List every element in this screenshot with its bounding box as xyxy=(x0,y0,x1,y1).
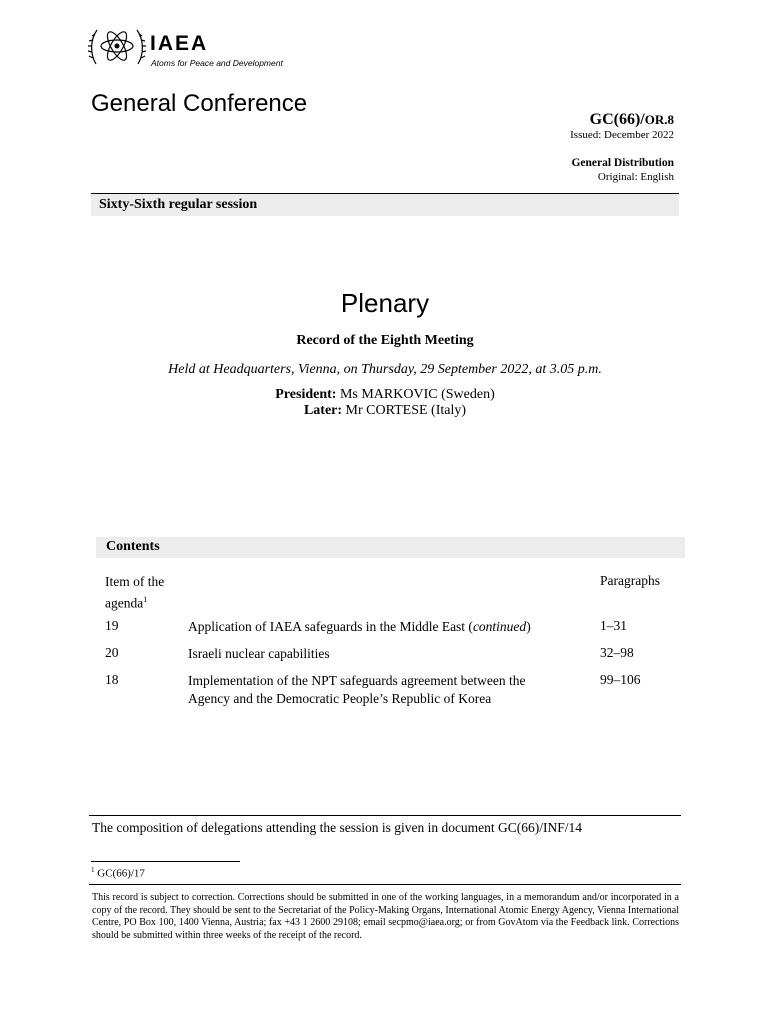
correction-notice: This record is subject to correction. Corrections should be submitted in one of the working languages, in a memorandum and/or incorporated in a copy of the record. They should be sent to the Secretariat of the Policy-Making Organs, International Atomic Energy Agency, Vienna International Centre, PO Box 100, 1400 Vienna, Austria; fax +43 1 2600 29108; email secpmo@iaea.org; or from GovAtom via the Feedback link. Corrections should be submitted within three weeks of the receipt of the record. xyxy=(92,892,679,941)
column-header-paragraphs: Paragraphs xyxy=(600,573,660,588)
agenda-item-title-text: Application of IAEA safeguards in the Middle East ( xyxy=(188,619,473,634)
un-wreath-atom-icon xyxy=(88,24,146,70)
column-header-item xyxy=(105,573,164,613)
agenda-item-number: 18 xyxy=(105,672,119,687)
contents-bar xyxy=(96,537,685,558)
delegations-note: The composition of delegations attending the session is given in document GC(66)/INF/14 xyxy=(92,820,583,835)
divider xyxy=(89,884,681,885)
agenda-item-title-italic: continued xyxy=(472,619,527,634)
contents-heading: Contents xyxy=(106,539,160,554)
distribution: General Distribution xyxy=(571,157,674,169)
agenda-item-title xyxy=(188,618,568,636)
issued-date: Issued: December 2022 xyxy=(570,129,674,141)
document-symbol-suffix: OR.8 xyxy=(644,112,674,127)
agenda-item-number: 20 xyxy=(105,645,119,660)
later-name: Mr CORTESE (Italy) xyxy=(345,403,467,418)
agenda-item-number: 19 xyxy=(105,618,119,633)
document-symbol-main: GC(66)/ xyxy=(589,111,645,128)
footnote-divider xyxy=(91,861,240,862)
meeting-held-line: Held at Headquarters, Vienna, on Thursday, 29 September 2022, at 3.05 p.m. xyxy=(168,362,602,377)
agenda-item-title-end: ) xyxy=(526,619,531,634)
president-label: President: xyxy=(275,387,337,402)
footnote-text: GC(66)/17 xyxy=(97,867,145,880)
footnote-mark: 1 xyxy=(143,595,148,604)
later-label: Later: xyxy=(303,403,343,418)
record-title: Record of the Eighth Meeting xyxy=(296,333,474,348)
divider xyxy=(89,815,681,816)
later-line xyxy=(0,403,770,419)
session-label: Sixty-Sixth regular session xyxy=(99,197,258,212)
column-header-item-line1: Item of the xyxy=(105,574,165,589)
logo-tagline: Atoms for Peace and Development xyxy=(151,58,283,68)
logo-wordmark: IAEA xyxy=(150,32,209,55)
agenda-item-paragraphs: 32–98 xyxy=(600,645,634,660)
footnote-number: 1 xyxy=(91,866,95,874)
original-language: Original: English xyxy=(597,171,674,183)
agenda-item-paragraphs: 1–31 xyxy=(600,618,627,633)
session-bar xyxy=(91,193,679,216)
footnote xyxy=(91,866,145,880)
agenda-item-title: Israeli nuclear capabilities xyxy=(188,646,330,661)
agenda-item-paragraphs: 99–106 xyxy=(600,672,641,687)
plenary-heading: Plenary xyxy=(340,288,430,318)
document-symbol xyxy=(590,111,674,129)
column-header-item-line2: agenda xyxy=(105,595,144,611)
president-name: Ms MARKOVIC (Sweden) xyxy=(339,387,495,402)
iaea-logo xyxy=(88,24,303,72)
body-title: General Conference xyxy=(91,90,308,117)
agenda-item-title: Implementation of the NPT safeguards agreement between the Agency and the Democratic People’s Republic of Korea xyxy=(188,673,526,706)
president-line xyxy=(0,387,770,403)
